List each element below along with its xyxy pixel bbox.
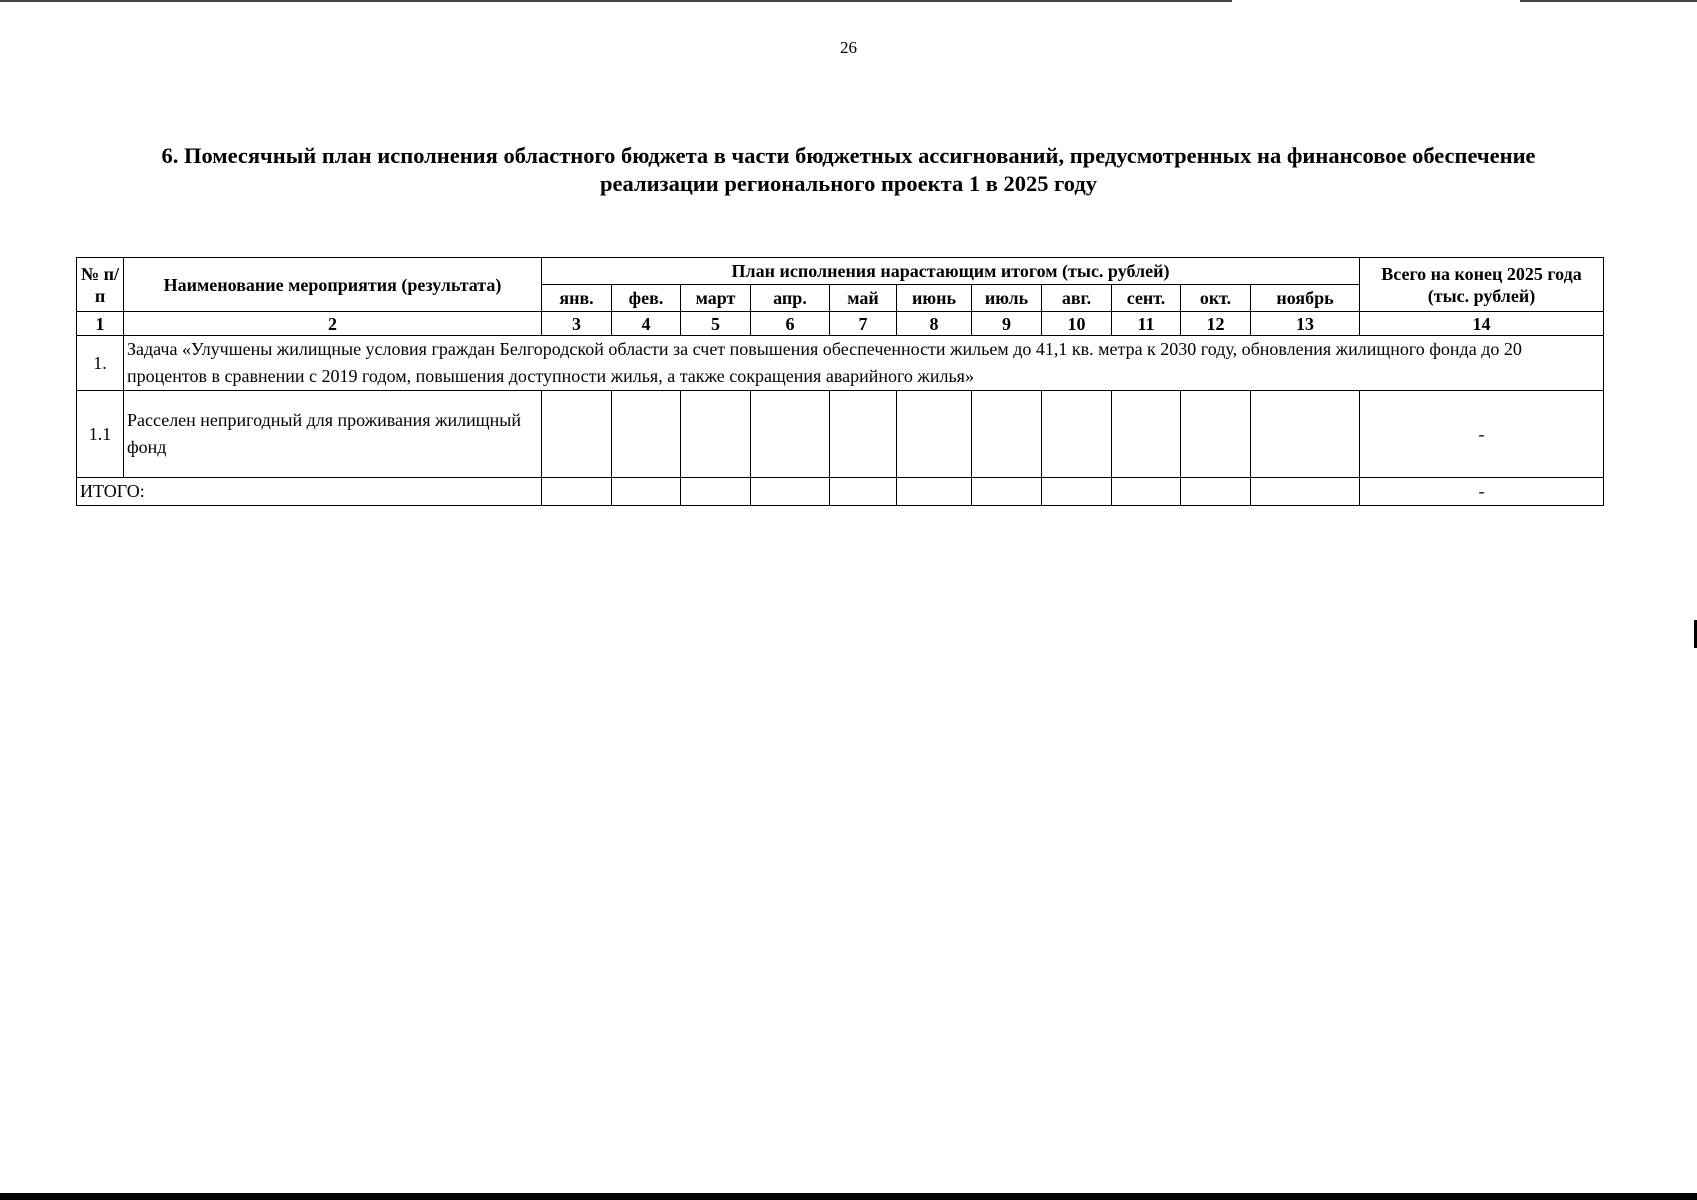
total-label: ИТОГО: <box>77 478 542 506</box>
column-number: 6 <box>751 312 830 336</box>
column-number: 11 <box>1112 312 1181 336</box>
task-row <box>77 336 1604 391</box>
month-header: май <box>830 285 897 312</box>
total-month-value <box>542 478 612 506</box>
month-value <box>681 391 751 478</box>
header-name: Наименование мероприятия (результата) <box>124 258 542 312</box>
month-value <box>612 391 681 478</box>
column-number: 5 <box>681 312 751 336</box>
page-number: 26 <box>840 38 857 57</box>
column-number: 9 <box>972 312 1042 336</box>
month-value <box>897 391 972 478</box>
column-number: 2 <box>124 312 542 336</box>
total-month-value <box>751 478 830 506</box>
section-title-line-1: 6. Помесячный план исполнения областного бюджета в части бюджетных ассигнований, предусмотренных на финансовое обеспечение <box>161 143 1536 168</box>
total-month-value <box>1112 478 1181 506</box>
total-month-value <box>681 478 751 506</box>
column-number: 14 <box>1360 312 1604 336</box>
total-month-value <box>1251 478 1360 506</box>
column-number: 12 <box>1181 312 1251 336</box>
section-title <box>80 142 1617 198</box>
month-header: окт. <box>1181 285 1251 312</box>
item-number: 1.1 <box>77 391 124 478</box>
grand-total: - <box>1360 478 1604 506</box>
column-number: 8 <box>897 312 972 336</box>
top-border-line <box>0 0 1232 2</box>
total-row <box>77 478 1604 506</box>
item-name: Расселен непригодный для проживания жилищный фонд <box>124 391 542 478</box>
task-text: Задача «Улучшены жилищные условия граждан Белгородской области за счет повышения обеспеченности жильем до 41,1 кв. метра к 2030 году, обновления жилищного фонда до 20 процентов в сравнении с 2019 годом, повышения доступности жилья, а также сокращения аварийного жилья» <box>124 336 1604 391</box>
month-header: ноябрь <box>1251 285 1360 312</box>
month-header: июнь <box>897 285 972 312</box>
month-header: фев. <box>612 285 681 312</box>
month-header: июль <box>972 285 1042 312</box>
month-value <box>542 391 612 478</box>
month-value <box>1112 391 1181 478</box>
month-value <box>972 391 1042 478</box>
month-value <box>1251 391 1360 478</box>
month-header: авг. <box>1042 285 1112 312</box>
table-row <box>77 391 1604 478</box>
column-number-row <box>77 312 1604 336</box>
month-header: март <box>681 285 751 312</box>
task-number: 1. <box>77 336 124 391</box>
month-value <box>1181 391 1251 478</box>
total-month-value <box>830 478 897 506</box>
top-border-line-right <box>1520 0 1697 2</box>
column-number: 1 <box>77 312 124 336</box>
month-header: янв. <box>542 285 612 312</box>
total-month-value <box>1042 478 1112 506</box>
month-value <box>830 391 897 478</box>
total-month-value <box>897 478 972 506</box>
month-value <box>1042 391 1112 478</box>
header-plan: План исполнения нарастающим итогом (тыс. рублей) <box>542 258 1360 285</box>
column-number: 10 <box>1042 312 1112 336</box>
table-header-row <box>77 258 1604 285</box>
column-number: 3 <box>542 312 612 336</box>
budget-plan-table <box>76 257 1604 506</box>
total-month-value <box>972 478 1042 506</box>
header-total: Всего на конец 2025 года (тыс. рублей) <box>1360 258 1604 312</box>
column-number: 7 <box>830 312 897 336</box>
month-header: апр. <box>751 285 830 312</box>
item-total: - <box>1360 391 1604 478</box>
column-number: 4 <box>612 312 681 336</box>
section-title-line-2: реализации регионального проекта 1 в 2025 году <box>600 171 1097 196</box>
bottom-border-line <box>0 1193 1697 1200</box>
total-month-value <box>612 478 681 506</box>
header-number: № п/п <box>77 258 124 312</box>
month-value <box>751 391 830 478</box>
column-number: 13 <box>1251 312 1360 336</box>
month-header: сент. <box>1112 285 1181 312</box>
total-month-value <box>1181 478 1251 506</box>
